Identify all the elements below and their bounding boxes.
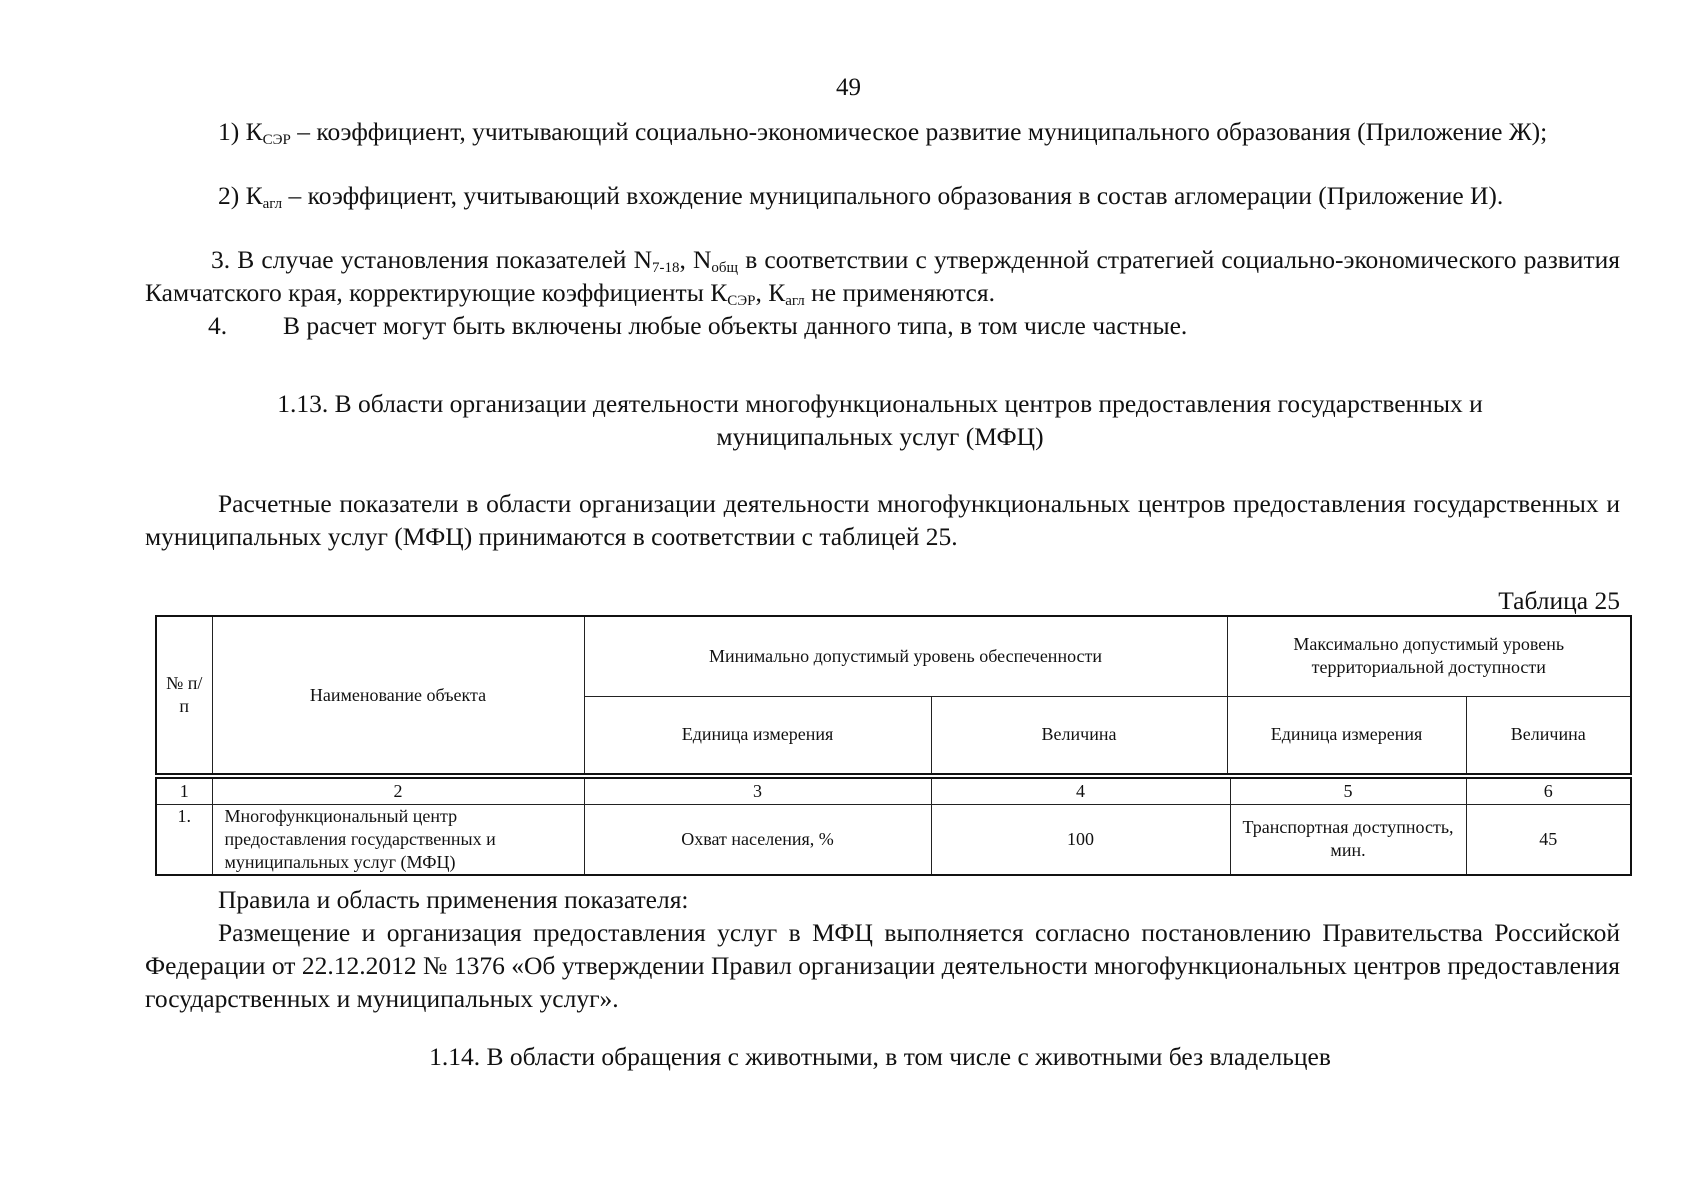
header-value-max: Величина xyxy=(1466,696,1631,774)
row-unit-max: Транспортная доступность, мин. xyxy=(1230,804,1466,875)
header-unit-min: Единица измерения xyxy=(584,696,931,774)
header-min-group: Минимально допустимый уровень обеспеченности xyxy=(584,616,1227,696)
col-number: 1 xyxy=(156,778,212,804)
section-113-intro: Расчетные показатели в области организации деятельности многофункциональных центров предоставления государственных и муниципальных услуг (МФЦ) принимаются в соответствии с таблицей 25. xyxy=(145,489,1620,551)
rules-heading: Правила и область применения показателя: xyxy=(218,885,689,914)
row-unit-min: Охват населения, % xyxy=(584,804,931,875)
row-value-max: 45 xyxy=(1466,804,1631,875)
header-value-min: Величина xyxy=(931,696,1227,774)
section-114-title: 1.14. В области обращения с животными, в том числе с животными без владельцев xyxy=(429,1042,1331,1071)
header-max-group: Максимально допустимый уровень территориальной доступности xyxy=(1227,616,1631,696)
row-num: 1. xyxy=(156,804,212,875)
item-2-paragraph: 2) $К_{агл}$ – коэффициент, учитывающий вхождение муниципального образования в состав агломерации (Приложение И). xyxy=(218,181,1504,212)
table-header xyxy=(155,615,1632,775)
table-column-numbers xyxy=(156,778,1631,804)
item-1-paragraph: 1) $К_{СЭР}$ – коэффициент, учитывающий социально-экономическое развитие муниципального образования (Приложение Ж); xyxy=(218,117,1548,148)
table-caption: Таблица 25 xyxy=(1498,586,1620,615)
col-number: 6 xyxy=(1466,778,1631,804)
item-3-paragraph: 3. В случае установления показателей $N_{7-18}$, $N_{общ}$ в соответствии с утвержденной стратегией социально-экономического развития Камчатского края, корректирующие коэффициенты $К_{СЭР}$, $К_{агл}$ не применяются. xyxy=(145,245,1620,309)
col-number: 2 xyxy=(212,778,584,804)
table-body xyxy=(155,777,1632,876)
rules-text: Размещение и организация предоставления услуг в МФЦ выполняется согласно постановлению Правительства Российской Федерации от 22.12.2012 № 1376 «Об утверждении Правил организации деятельности многофункциональных центров предоставления государственных и муниципальных услуг». xyxy=(145,918,1620,1013)
header-unit-max: Единица измерения xyxy=(1227,696,1466,774)
col-number: 4 xyxy=(931,778,1230,804)
row-value-min: 100 xyxy=(931,804,1230,875)
page-number: 49 xyxy=(836,74,861,101)
header-name: Наименование объекта xyxy=(212,616,584,774)
col-number: 5 xyxy=(1230,778,1466,804)
table-row xyxy=(156,804,1631,875)
item-4-paragraph: 4. В расчет могут быть включены любые объекты данного типа, в том числе частные. xyxy=(208,311,1188,340)
section-113-title: 1.13. В области организации деятельности многофункциональных центров предоставления государственных и муниципальных услуг (МФЦ) xyxy=(277,389,1483,451)
row-name: Многофункциональный центр предоставления государственных и муниципальных услуг (МФЦ) xyxy=(212,804,584,875)
col-number: 3 xyxy=(584,778,931,804)
header-num: № п/п xyxy=(156,616,212,774)
